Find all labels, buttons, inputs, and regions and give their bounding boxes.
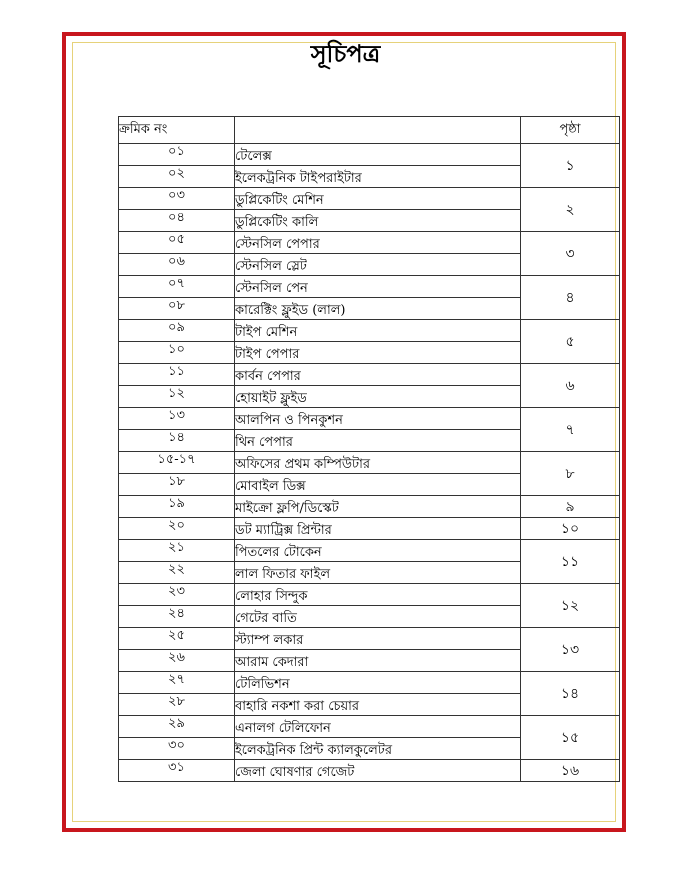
serial-cell: ০৯ — [119, 320, 235, 342]
table-row — [119, 408, 620, 430]
serial-cell: ১০ — [119, 342, 235, 364]
table-row — [119, 518, 620, 540]
item-cell: থিন পেপার — [235, 430, 521, 452]
item-cell: টেলেক্স — [235, 144, 521, 166]
item-cell: স্টেনসিল পেন — [235, 276, 521, 298]
table-row — [119, 672, 620, 694]
serial-cell: ০৭ — [119, 276, 235, 298]
page-cell: ৯ — [521, 496, 620, 518]
serial-cell: ২৪ — [119, 606, 235, 628]
serial-cell: ০৮ — [119, 298, 235, 320]
header-item — [235, 117, 521, 144]
item-cell: স্টেনসিল পেপার — [235, 232, 521, 254]
page-cell: ৭ — [521, 408, 620, 452]
table-header-row — [119, 117, 620, 144]
serial-cell: ২১ — [119, 540, 235, 562]
serial-cell: ২৩ — [119, 584, 235, 606]
table-row — [119, 452, 620, 474]
page-cell: ৬ — [521, 364, 620, 408]
header-serial: ক্রমিক নং — [119, 117, 235, 144]
serial-cell: ০৬ — [119, 254, 235, 276]
page-cell: ৩ — [521, 232, 620, 276]
item-cell: এনালগ টেলিফোন — [235, 716, 521, 738]
item-cell: কারেক্টিং ফ্লুইড (লাল) — [235, 298, 521, 320]
table-row — [119, 584, 620, 606]
table-row — [119, 188, 620, 210]
serial-cell: ২৯ — [119, 716, 235, 738]
item-cell: অফিসের প্রথম কম্পিউটার — [235, 452, 521, 474]
item-cell: ডট ম্যাট্রিক্স প্রিন্টার — [235, 518, 521, 540]
item-cell: জেলা ঘোষণার গেজেট — [235, 760, 521, 782]
item-cell: টেলিভিশন — [235, 672, 521, 694]
table-row — [119, 320, 620, 342]
item-cell: গেটের বাতি — [235, 606, 521, 628]
item-cell: বাহারি নকশা করা চেয়ার — [235, 694, 521, 716]
page-title: সূচিপত্র — [310, 39, 381, 68]
serial-cell: ১৫-১৭ — [119, 452, 235, 474]
item-cell: লোহার সিন্দুক — [235, 584, 521, 606]
table-row — [119, 716, 620, 738]
serial-cell: ৩০ — [119, 738, 235, 760]
serial-cell: ২৬ — [119, 650, 235, 672]
serial-cell: ২৮ — [119, 694, 235, 716]
page-cell: ৮ — [521, 452, 620, 496]
contents-table — [118, 116, 620, 782]
table-row — [119, 276, 620, 298]
item-cell: হোয়াইট ফ্লুইড — [235, 386, 521, 408]
serial-cell: ০৫ — [119, 232, 235, 254]
page-cell: ৪ — [521, 276, 620, 320]
serial-cell: ১৩ — [119, 408, 235, 430]
item-cell: ইলেকট্রনিক প্রিন্ট ক্যালকুলেটর — [235, 738, 521, 760]
serial-cell: ০৪ — [119, 210, 235, 232]
serial-cell: ১৪ — [119, 430, 235, 452]
serial-cell: ০৩ — [119, 188, 235, 210]
page-cell: ১৬ — [521, 760, 620, 782]
page-cell: ১২ — [521, 584, 620, 628]
item-cell: ডুপ্লিকেটিং মেশিন — [235, 188, 521, 210]
item-cell: মাইক্রো ফ্লপি/ডিস্কেট — [235, 496, 521, 518]
item-cell: আলপিন ও পিনকুশন — [235, 408, 521, 430]
serial-cell: ০২ — [119, 166, 235, 188]
table-row — [119, 144, 620, 166]
item-cell: পিতলের টোকেন — [235, 540, 521, 562]
item-cell: টাইপ মেশিন — [235, 320, 521, 342]
page-cell: ১৫ — [521, 716, 620, 760]
serial-cell: ৩১ — [119, 760, 235, 782]
item-cell: ডুপ্লিকেটিং কালি — [235, 210, 521, 232]
page-cell: ১১ — [521, 540, 620, 584]
page-cell: ১০ — [521, 518, 620, 540]
serial-cell: ২৫ — [119, 628, 235, 650]
item-cell: কার্বন পেপার — [235, 364, 521, 386]
item-cell: স্ট্যাম্প লকার — [235, 628, 521, 650]
item-cell: টাইপ পেপার — [235, 342, 521, 364]
page-cell: ১৩ — [521, 628, 620, 672]
table-row — [119, 232, 620, 254]
serial-cell: ০১ — [119, 144, 235, 166]
header-page: পৃষ্ঠা — [521, 117, 620, 144]
serial-cell: ১৯ — [119, 496, 235, 518]
table-row — [119, 628, 620, 650]
table-row — [119, 496, 620, 518]
item-cell: আরাম কেদারা — [235, 650, 521, 672]
table-row — [119, 760, 620, 782]
serial-cell: ১৮ — [119, 474, 235, 496]
table-row — [119, 364, 620, 386]
serial-cell: ১১ — [119, 364, 235, 386]
serial-cell: ২২ — [119, 562, 235, 584]
item-cell: লাল ফিতার ফাইল — [235, 562, 521, 584]
serial-cell: ২৭ — [119, 672, 235, 694]
page-cell: ১৪ — [521, 672, 620, 716]
page-cell: ৫ — [521, 320, 620, 364]
page-cell: ১ — [521, 144, 620, 188]
item-cell: স্টেনসিল স্লেট — [235, 254, 521, 276]
serial-cell: ২০ — [119, 518, 235, 540]
item-cell: ইলেকট্রনিক টাইপরাইটার — [235, 166, 521, 188]
item-cell: মোবাইল ডিক্স — [235, 474, 521, 496]
serial-cell: ১২ — [119, 386, 235, 408]
page-cell: ২ — [521, 188, 620, 232]
table-row — [119, 540, 620, 562]
